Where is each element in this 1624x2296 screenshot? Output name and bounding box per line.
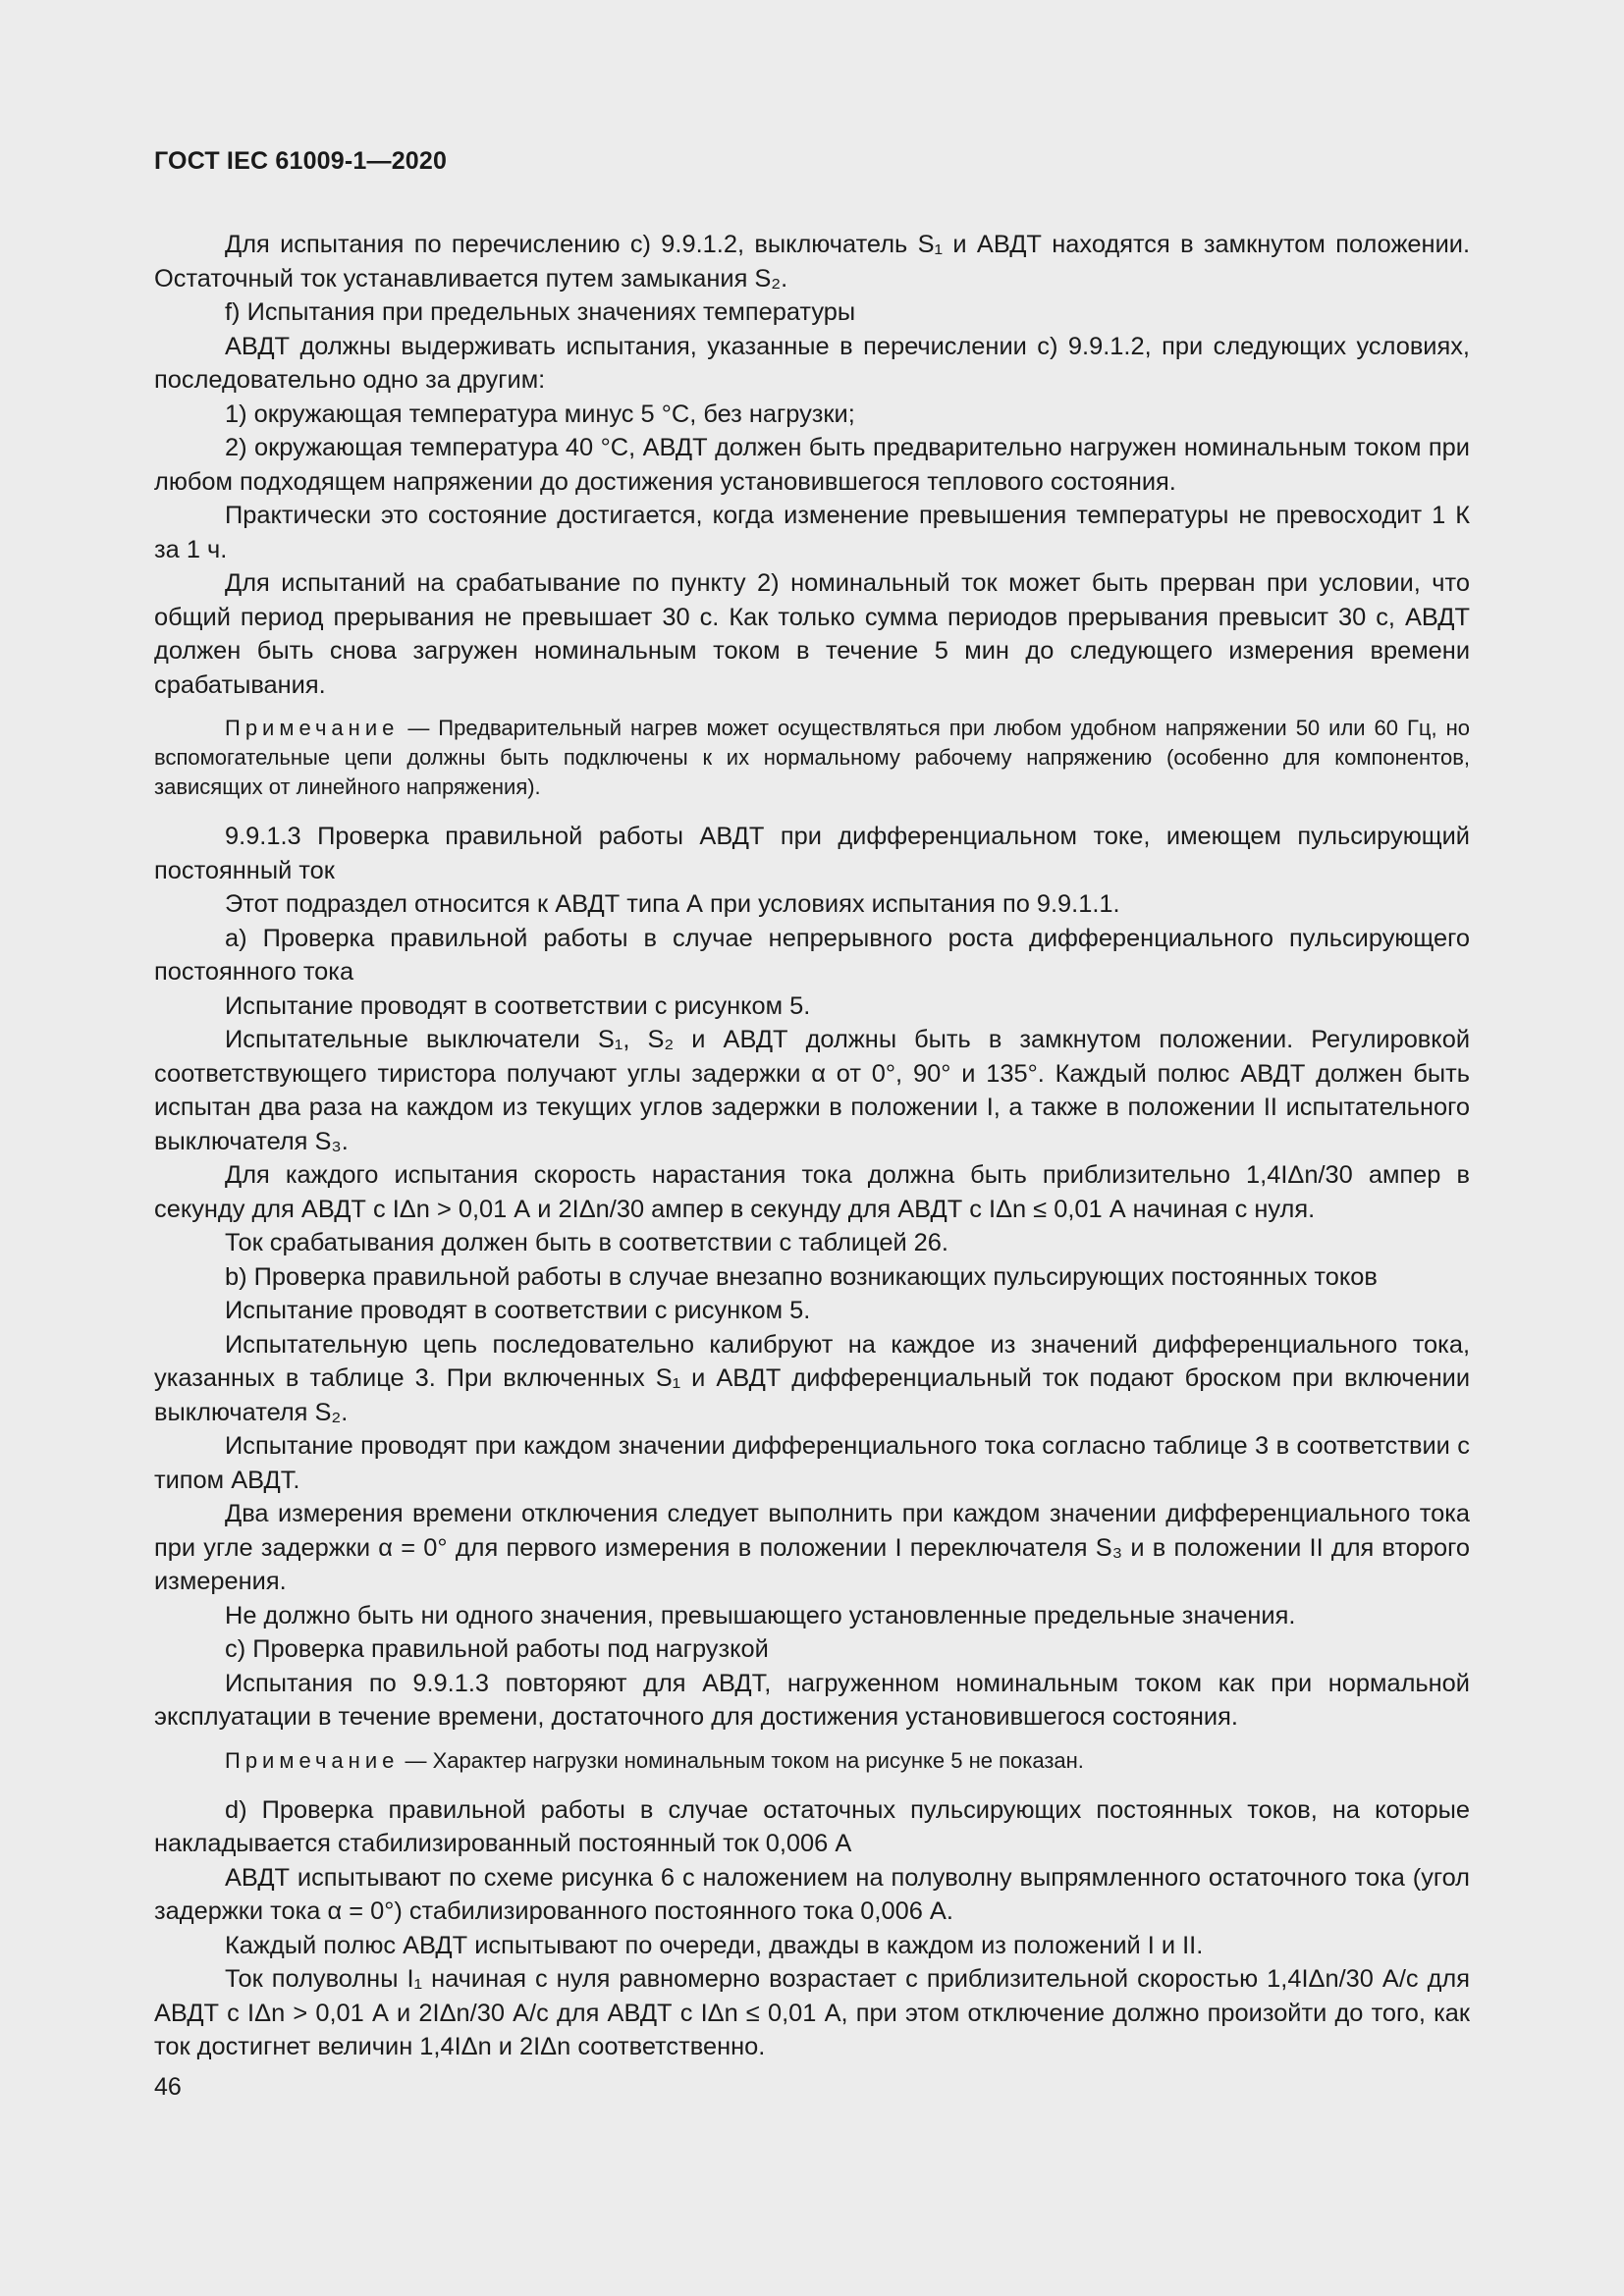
note-label: Примечание [225,1747,400,1773]
paragraph: Испытание проводят при каждом значении дифференциального тока согласно таблице 3 в соответствии с типом АВДТ. [154,1432,1470,1494]
paragraph: 1) окружающая температура минус 5 °С, без нагрузки; [225,400,855,428]
paragraph: Испытательные выключатели S₁, S₂ и АВДТ должны быть в замкнутом положении. Регулировкой соответствующего тиристора получают углы задержки α от 0°, 90° и 135°. Каждый полюс АВДТ должен быть испытан два раза на каждом из текущих углов задержки в положении I, а также в положении II испытательного выключателя S₃. [154,1026,1470,1155]
page-number: 46 [154,2073,182,2101]
paragraph: Испытания по 9.9.1.3 повторяют для АВДТ, нагруженном номинальным током как при нормальной эксплуатации в течение времени, достаточного для достижения установившегося состояния. [154,1669,1470,1731]
document-body [154,228,1470,2064]
paragraph: Для каждого испытания скорость нарастания тока должна быть приблизительно 1,4IΔn/30 ампер в секунду для АВДТ с IΔn > 0,01 А и 2IΔn/30 ампер в секунду для АВДТ с IΔn ≤ 0,01 А начиная с нуля. [154,1161,1470,1223]
paragraph: Не должно быть ни одного значения, превышающего установленные предельные значения. [225,1601,1296,1629]
paragraph: Ток срабатывания должен быть в соответствии с таблицей 26. [225,1229,948,1256]
paragraph: c) Проверка правильной работы под нагрузкой [225,1635,769,1663]
note [154,1746,1470,1776]
paragraph: Испытание проводят в соответствии с рисунком 5. [225,1297,811,1324]
paragraph: Практически это состояние достигается, когда изменение превышения температуры не превосходит 1 К за 1 ч. [154,502,1470,563]
paragraph: Испытательную цепь последовательно калибруют на каждое из значений дифференциального тока, указанных в таблице 3. При включенных S₁ и АВДТ дифференциальный ток подают броском при включении выключателя S₂. [154,1330,1470,1426]
paragraph: Ток полуволны I₁ начиная с нуля равномерно возрастает с приблизительной скоростью 1,4IΔn/30 А/с для АВДТ с IΔn > 0,01 А и 2IΔn/30 А/с для АВДТ с IΔn ≤ 0,01 А, при этом отключение должно произойти до того, как ток достигнет величин 1,4IΔn и 2IΔn соответственно. [154,1965,1470,2060]
paragraph: f) Испытания при предельных значениях температуры [225,298,856,326]
paragraph: d) Проверка правильной работы в случае остаточных пульсирующих постоянных токов, на которые накладывается стабилизированный постоянный ток 0,006 А [154,1795,1470,1857]
paragraph: Для испытаний на срабатывание по пункту 2) номинальный ток может быть прерван при условии, что общий период прерывания не превышает 30 с. Как только сумма периодов прерывания превысит 30 с, АВДТ должен быть снова загружен номинальным током в течение 5 мин до следующего измерения времени срабатывания. [154,569,1470,699]
section-heading: 9.9.1.3 Проверка правильной работы АВДТ при дифференциальном токе, имеющем пульсирующий постоянный ток [154,823,1470,884]
note-text: — Предварительный нагрев может осуществляться при любом удобном напряжении 50 или 60 Гц, но вспомогательные цепи должны быть подключены к их нормальному рабочему напряжению (особенно для компонентов, зависящих от линейного напряжения). [154,716,1470,799]
paragraph: a) Проверка правильной работы в случае непрерывного роста дифференциального пульсирующего постоянного тока [154,924,1470,986]
paragraph: Два измерения времени отключения следует выполнить при каждом значении дифференциального тока при угле задержки α = 0° для первого измерения в положении I переключателя S₃ и в положении II для второго измерения. [154,1500,1470,1595]
document-header: ГОСТ IEC 61009-1—2020 [154,147,448,175]
paragraph: АВДТ испытывают по схеме рисунка 6 с наложением на полуволну выпрямленного остаточного тока (угол задержки тока α = 0°) стабилизированного постоянного тока 0,006 А. [154,1863,1470,1925]
paragraph: АВДТ должны выдерживать испытания, указанные в перечислении c) 9.9.1.2, при следующих условиях, последовательно одно за другим: [154,332,1470,394]
paragraph: Каждый полюс АВДТ испытывают по очереди, дважды в каждом из положений I и II. [225,1931,1204,1959]
note-text: — Характер нагрузки номинальным током на рисунке 5 не показан. [399,1747,1084,1773]
paragraph: b) Проверка правильной работы в случае внезапно возникающих пульсирующих постоянных токов [225,1262,1378,1291]
paragraph: Испытание проводят в соответствии с рисунком 5. [225,991,811,1020]
paragraph: 2) окружающая температура 40 °С, АВДТ должен быть предварительно нагружен номинальным током при любом подходящем напряжении до достижения установившегося теплового состояния. [154,434,1470,496]
note-label: Примечание [225,716,400,740]
note [154,714,1470,802]
paragraph: Для испытания по перечислению c) 9.9.1.2, выключатель S₁ и АВДТ находятся в замкнутом положении. Остаточный ток устанавливается путем замыкания S₂. [154,231,1470,293]
paragraph: Этот подраздел относится к АВДТ типа А при условиях испытания по 9.9.1.1. [225,890,1120,918]
